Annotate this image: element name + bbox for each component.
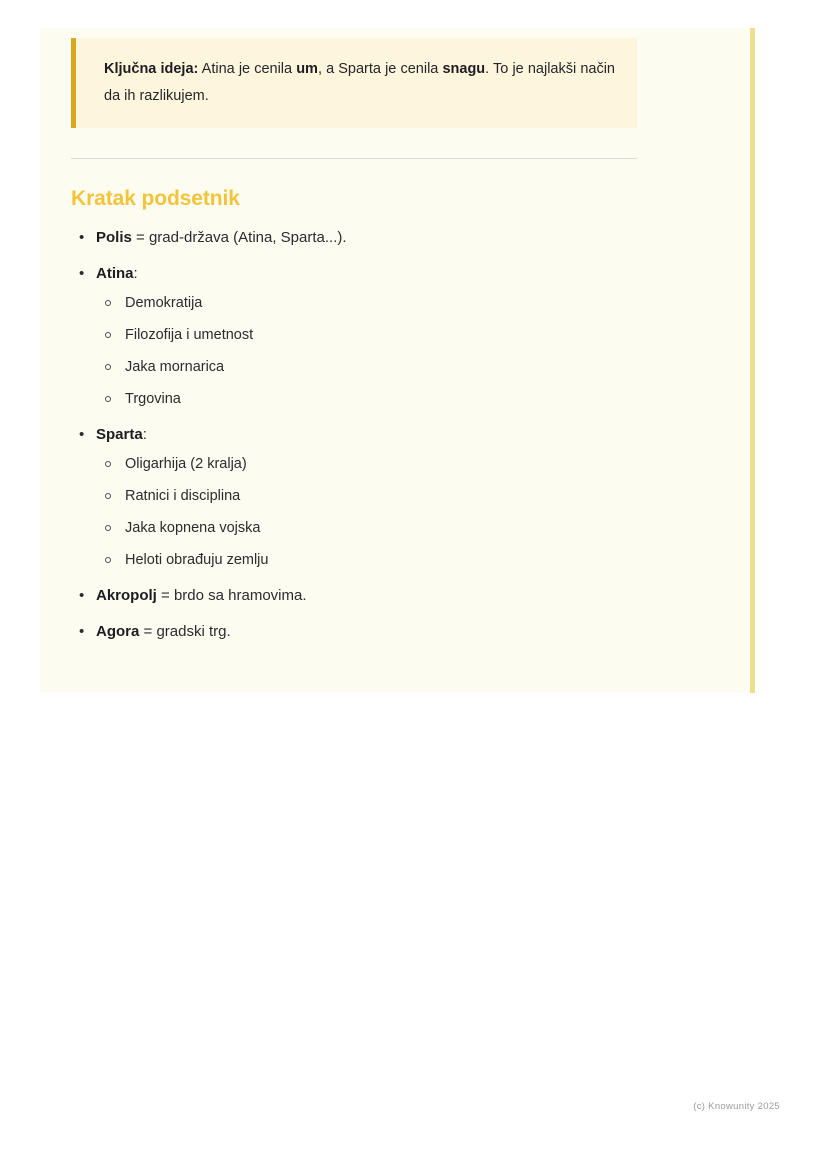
sub-list-item-label: Jaka mornarica [125,359,225,375]
sub-list-item-label: Oligarhija (2 kralja) [125,456,247,472]
circle-bullet-icon [105,364,111,370]
key-idea-callout [71,38,637,128]
circle-bullet-icon [105,557,111,563]
list-item-rest: : [142,426,147,443]
panel-right-edge [750,28,755,693]
list-item-text [96,265,138,282]
sub-list-sparta [96,454,637,571]
list-item [71,227,637,249]
list-item-text [96,623,231,640]
sub-list-item [96,550,637,571]
sub-list-item-label: Demokratija [125,295,203,311]
sub-list-atina [96,293,637,410]
sub-list-item-label: Ratnici i disciplina [125,488,241,504]
circle-bullet-icon [105,300,111,306]
list-item-term: Atina [96,265,134,282]
list-item-term: Akropolj [96,587,157,604]
sub-list-item [96,486,637,507]
key-idea-part2: , a Sparta je cenila [317,61,443,77]
list-item-rest: = brdo sa hramovima. [156,587,307,604]
sub-list-item-label: Trgovina [125,391,181,407]
list-item-rest: : [133,265,138,282]
document-body [71,38,637,657]
bullet-icon: • [79,426,85,443]
summary-list [71,227,637,643]
key-idea-label: Ključna ideja: [104,61,199,77]
sub-list-item [96,389,637,410]
bullet-icon: • [79,229,85,246]
list-item-term: Agora [96,623,140,640]
key-idea-bold1: um [296,61,318,77]
sub-list-item [96,325,637,346]
list-item-term: Polis [96,229,132,246]
list-item-term: Sparta [96,426,143,443]
bullet-icon: • [79,623,85,640]
key-idea-text [104,56,615,110]
list-item [71,621,637,643]
bullet-icon: • [79,265,85,282]
sub-list-item-label: Heloti obrađuju zemlju [125,552,269,568]
bullet-icon: • [79,587,85,604]
list-item-text [96,229,347,246]
section-heading: Kratak podsetnik [71,187,240,210]
key-idea-bold2: snagu [442,61,486,77]
list-item-rest: = grad-država (Atina, Sparta...). [131,229,347,246]
circle-bullet-icon [105,525,111,531]
sub-list-item [96,357,637,378]
circle-bullet-icon [105,461,111,467]
circle-bullet-icon [105,332,111,338]
section-divider [71,158,637,159]
sub-list-item [96,454,637,475]
sub-list-item [96,293,637,314]
list-item [71,585,637,607]
list-item [71,424,637,571]
sub-list-item-label: Jaka kopnena vojska [125,520,261,536]
key-idea-part1: Atina je cenila [198,61,297,77]
sub-list-item [96,518,637,539]
circle-bullet-icon [105,396,111,402]
circle-bullet-icon [105,493,111,499]
sub-list-item-label: Filozofija i umetnost [125,327,254,343]
list-item-text [96,587,307,604]
key-idea-part3: . To je najlakši način da ih razlikujem. [104,61,615,104]
list-item-rest: = gradski trg. [139,623,231,640]
footer-copyright: (c) Knowunity 2025 [693,1101,780,1112]
list-item [71,263,637,410]
list-item-text [96,426,147,443]
